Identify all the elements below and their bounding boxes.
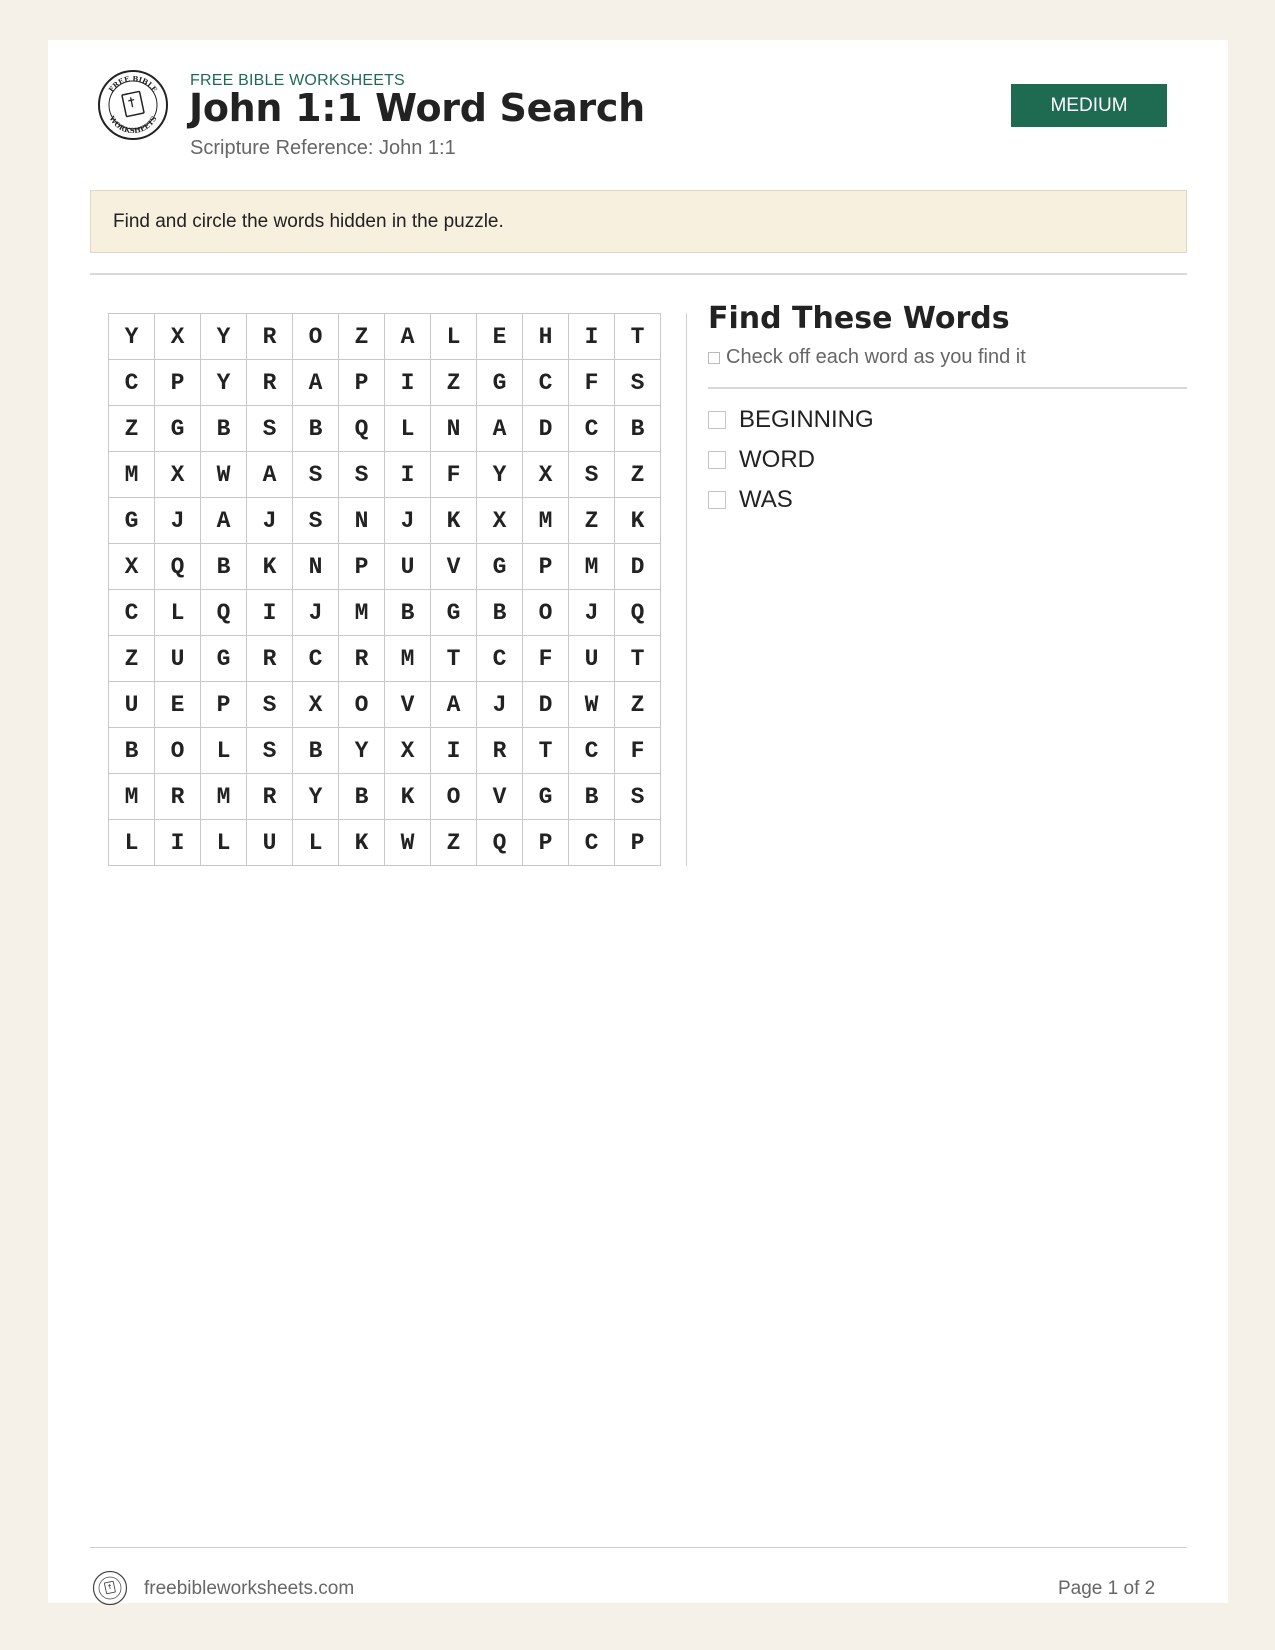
grid-cell[interactable]: G xyxy=(523,774,569,820)
grid-cell[interactable]: R xyxy=(339,636,385,682)
grid-cell[interactable]: N xyxy=(431,406,477,452)
word-checkbox[interactable] xyxy=(708,411,726,429)
page-number: Page 1 of 2 xyxy=(1058,1578,1156,1599)
grid-cell[interactable]: C xyxy=(523,360,569,406)
word-item[interactable] xyxy=(708,400,874,440)
grid-cell[interactable]: S xyxy=(247,406,293,452)
grid-cell[interactable]: V xyxy=(385,682,431,728)
grid-cell[interactable]: G xyxy=(201,636,247,682)
grid-cell[interactable]: W xyxy=(385,820,431,866)
grid-cell[interactable]: S xyxy=(293,452,339,498)
grid-cell[interactable]: Q xyxy=(201,590,247,636)
grid-cell[interactable]: U xyxy=(385,544,431,590)
grid-cell[interactable]: T xyxy=(615,314,661,360)
grid-cell[interactable]: M xyxy=(201,774,247,820)
grid-cell[interactable]: V xyxy=(477,774,523,820)
grid-cell[interactable]: C xyxy=(477,636,523,682)
grid-cell[interactable]: R xyxy=(247,314,293,360)
grid-cell[interactable]: Z xyxy=(339,314,385,360)
grid-cell[interactable]: Z xyxy=(109,406,155,452)
grid-cell[interactable]: I xyxy=(385,360,431,406)
grid-cell[interactable]: N xyxy=(339,498,385,544)
grid-cell[interactable]: Z xyxy=(615,682,661,728)
grid-cell[interactable]: N xyxy=(293,544,339,590)
grid-cell[interactable]: S xyxy=(293,498,339,544)
grid-cell[interactable]: C xyxy=(569,406,615,452)
grid-row xyxy=(109,452,661,498)
grid-cell[interactable]: Q xyxy=(615,590,661,636)
instructions-box xyxy=(90,190,1187,253)
grid-cell[interactable]: Y xyxy=(293,774,339,820)
grid-cell[interactable]: R xyxy=(155,774,201,820)
grid-cell[interactable]: J xyxy=(385,498,431,544)
word-checkbox[interactable] xyxy=(708,451,726,469)
grid-cell[interactable]: G xyxy=(155,406,201,452)
grid-cell[interactable]: X xyxy=(385,728,431,774)
grid-cell[interactable]: J xyxy=(155,498,201,544)
grid-cell[interactable]: L xyxy=(293,820,339,866)
grid-cell[interactable]: M xyxy=(385,636,431,682)
grid-cell[interactable]: C xyxy=(293,636,339,682)
grid-cell[interactable]: Q xyxy=(155,544,201,590)
word-label: WAS xyxy=(739,486,793,513)
word-item[interactable] xyxy=(708,440,874,480)
grid-cell[interactable]: X xyxy=(155,314,201,360)
grid-cell[interactable]: R xyxy=(247,636,293,682)
grid-cell[interactable]: T xyxy=(431,636,477,682)
grid-cell[interactable]: S xyxy=(339,452,385,498)
grid-cell[interactable]: P xyxy=(201,682,247,728)
grid-cell[interactable]: J xyxy=(477,682,523,728)
grid-cell[interactable]: U xyxy=(569,636,615,682)
word-list xyxy=(708,400,874,520)
grid-cell[interactable]: U xyxy=(109,682,155,728)
grid-cell[interactable]: P xyxy=(615,820,661,866)
instructions-text: Find and circle the words hidden in the puzzle. xyxy=(113,211,504,232)
word-item[interactable] xyxy=(708,480,874,520)
bible-icon xyxy=(122,91,144,116)
grid-cell[interactable]: K xyxy=(247,544,293,590)
grid-cell[interactable]: P xyxy=(523,820,569,866)
grid-cell[interactable]: Y xyxy=(109,314,155,360)
grid-cell[interactable]: I xyxy=(569,314,615,360)
grid-cell[interactable]: Y xyxy=(201,314,247,360)
grid-row xyxy=(109,682,661,728)
grid-cell[interactable]: F xyxy=(569,360,615,406)
grid-cell[interactable]: M xyxy=(339,590,385,636)
grid-cell[interactable]: B xyxy=(569,774,615,820)
grid-cell[interactable]: B xyxy=(385,590,431,636)
grid-cell[interactable]: U xyxy=(247,820,293,866)
grid-cell[interactable]: Z xyxy=(431,820,477,866)
grid-cell[interactable]: A xyxy=(201,498,247,544)
grid-cell[interactable]: R xyxy=(477,728,523,774)
grid-cell[interactable]: D xyxy=(523,682,569,728)
section-divider xyxy=(90,273,1187,275)
column-divider xyxy=(686,313,687,866)
grid-cell[interactable]: M xyxy=(109,452,155,498)
grid-cell[interactable]: O xyxy=(431,774,477,820)
grid-cell[interactable]: P xyxy=(523,544,569,590)
grid-cell[interactable]: X xyxy=(109,544,155,590)
grid-cell[interactable]: G xyxy=(477,544,523,590)
grid-cell[interactable]: W xyxy=(569,682,615,728)
grid-cell[interactable]: M xyxy=(569,544,615,590)
grid-row xyxy=(109,406,661,452)
page-title: John 1:1 Word Search xyxy=(189,86,645,130)
grid-row xyxy=(109,636,661,682)
grid-cell[interactable]: B xyxy=(201,406,247,452)
grid-cell[interactable]: T xyxy=(523,728,569,774)
logo-bottom-text: WORKSHEETS xyxy=(107,114,159,136)
grid-cell[interactable]: P xyxy=(339,544,385,590)
grid-cell[interactable]: A xyxy=(385,314,431,360)
grid-cell[interactable]: B xyxy=(615,406,661,452)
word-list-title: Find These Words xyxy=(708,301,1010,336)
grid-cell[interactable]: W xyxy=(201,452,247,498)
grid-cell[interactable]: I xyxy=(385,452,431,498)
grid-cell[interactable]: L xyxy=(155,590,201,636)
grid-cell[interactable]: M xyxy=(523,498,569,544)
grid-cell[interactable]: G xyxy=(109,498,155,544)
grid-cell[interactable]: C xyxy=(569,728,615,774)
grid-cell[interactable]: M xyxy=(109,774,155,820)
grid-cell[interactable]: Z xyxy=(615,452,661,498)
grid-cell[interactable]: I xyxy=(431,728,477,774)
word-search-grid xyxy=(108,313,661,866)
grid-cell[interactable]: E xyxy=(155,682,201,728)
grid-cell[interactable]: A xyxy=(477,406,523,452)
grid-cell[interactable]: Q xyxy=(477,820,523,866)
grid-cell[interactable]: B xyxy=(201,544,247,590)
logo-emblem xyxy=(97,69,169,141)
grid-cell[interactable]: D xyxy=(523,406,569,452)
grid-cell[interactable]: R xyxy=(247,774,293,820)
grid-cell[interactable]: G xyxy=(477,360,523,406)
grid-cell[interactable]: D xyxy=(615,544,661,590)
footer-logo-emblem xyxy=(92,1570,128,1606)
grid-cell[interactable]: V xyxy=(431,544,477,590)
grid-cell[interactable]: H xyxy=(523,314,569,360)
word-checkbox[interactable] xyxy=(708,491,726,509)
grid-row xyxy=(109,314,661,360)
grid-cell[interactable]: L xyxy=(201,728,247,774)
grid-cell[interactable]: P xyxy=(155,360,201,406)
grid-cell[interactable]: K xyxy=(339,820,385,866)
grid-cell[interactable]: A xyxy=(431,682,477,728)
logo-top-text: FREE BIBLE xyxy=(106,73,160,94)
grid-cell[interactable]: I xyxy=(155,820,201,866)
grid-row xyxy=(109,590,661,636)
grid-row xyxy=(109,774,661,820)
grid-cell[interactable]: Y xyxy=(339,728,385,774)
grid-cell[interactable]: B xyxy=(339,774,385,820)
grid-cell[interactable]: C xyxy=(109,360,155,406)
grid-cell[interactable]: S xyxy=(615,774,661,820)
grid-cell[interactable]: X xyxy=(523,452,569,498)
grid-cell[interactable]: S xyxy=(247,728,293,774)
grid-cell[interactable]: Y xyxy=(201,360,247,406)
grid-cell[interactable]: T xyxy=(615,636,661,682)
grid-row xyxy=(109,728,661,774)
grid-cell[interactable]: L xyxy=(385,406,431,452)
grid-cell[interactable]: F xyxy=(431,452,477,498)
grid-cell[interactable]: Z xyxy=(569,498,615,544)
grid-cell[interactable]: J xyxy=(293,590,339,636)
scripture-reference: Scripture Reference: John 1:1 xyxy=(190,137,456,159)
grid-cell[interactable]: K xyxy=(615,498,661,544)
word-label: BEGINNING xyxy=(739,406,874,433)
word-list-divider xyxy=(708,387,1187,389)
grid-cell[interactable]: L xyxy=(431,314,477,360)
grid-cell[interactable]: L xyxy=(109,820,155,866)
grid-cell[interactable]: S xyxy=(247,682,293,728)
grid-cell[interactable]: X xyxy=(155,452,201,498)
worksheet-page xyxy=(48,40,1228,1603)
grid-cell[interactable]: O xyxy=(293,314,339,360)
grid-cell[interactable]: J xyxy=(569,590,615,636)
grid-cell[interactable]: E xyxy=(477,314,523,360)
grid-cell[interactable]: K xyxy=(431,498,477,544)
grid-cell[interactable]: K xyxy=(385,774,431,820)
grid-cell[interactable]: F xyxy=(523,636,569,682)
grid-cell[interactable]: B xyxy=(293,406,339,452)
word-list-subtitle-text: Check off each word as you find it xyxy=(726,346,1026,368)
grid-cell[interactable]: O xyxy=(155,728,201,774)
grid-cell[interactable]: Z xyxy=(431,360,477,406)
grid-cell[interactable]: S xyxy=(615,360,661,406)
grid-cell[interactable]: I xyxy=(247,590,293,636)
grid-cell[interactable]: P xyxy=(339,360,385,406)
grid-cell[interactable]: Y xyxy=(477,452,523,498)
grid-cell[interactable]: S xyxy=(569,452,615,498)
grid-row xyxy=(109,360,661,406)
grid-cell[interactable]: F xyxy=(615,728,661,774)
grid-cell[interactable]: L xyxy=(201,820,247,866)
checkbox-icon xyxy=(708,352,720,364)
grid-cell[interactable]: U xyxy=(155,636,201,682)
grid-cell[interactable]: C xyxy=(569,820,615,866)
grid-cell[interactable]: O xyxy=(523,590,569,636)
grid-cell[interactable]: A xyxy=(293,360,339,406)
grid-cell[interactable]: O xyxy=(339,682,385,728)
grid-cell[interactable]: Z xyxy=(109,636,155,682)
grid-row xyxy=(109,498,661,544)
footer-divider xyxy=(90,1547,1187,1548)
grid-cell[interactable]: A xyxy=(247,452,293,498)
grid-cell[interactable]: Q xyxy=(339,406,385,452)
footer-url: freebibleworksheets.com xyxy=(144,1578,355,1599)
grid-cell[interactable]: R xyxy=(247,360,293,406)
grid-cell[interactable]: C xyxy=(109,590,155,636)
grid-cell[interactable]: B xyxy=(477,590,523,636)
difficulty-badge[interactable]: MEDIUM xyxy=(1011,84,1167,127)
brand-label: FREE BIBLE WORKSHEETS xyxy=(190,72,405,89)
grid-cell[interactable]: G xyxy=(431,590,477,636)
grid-cell[interactable]: B xyxy=(109,728,155,774)
grid-cell[interactable]: X xyxy=(477,498,523,544)
grid-cell[interactable]: X xyxy=(293,682,339,728)
grid-cell[interactable]: B xyxy=(293,728,339,774)
word-label: WORD xyxy=(739,446,815,473)
word-list-subtitle xyxy=(708,346,1026,369)
grid-row xyxy=(109,820,661,866)
grid-row xyxy=(109,544,661,590)
grid-cell[interactable]: J xyxy=(247,498,293,544)
